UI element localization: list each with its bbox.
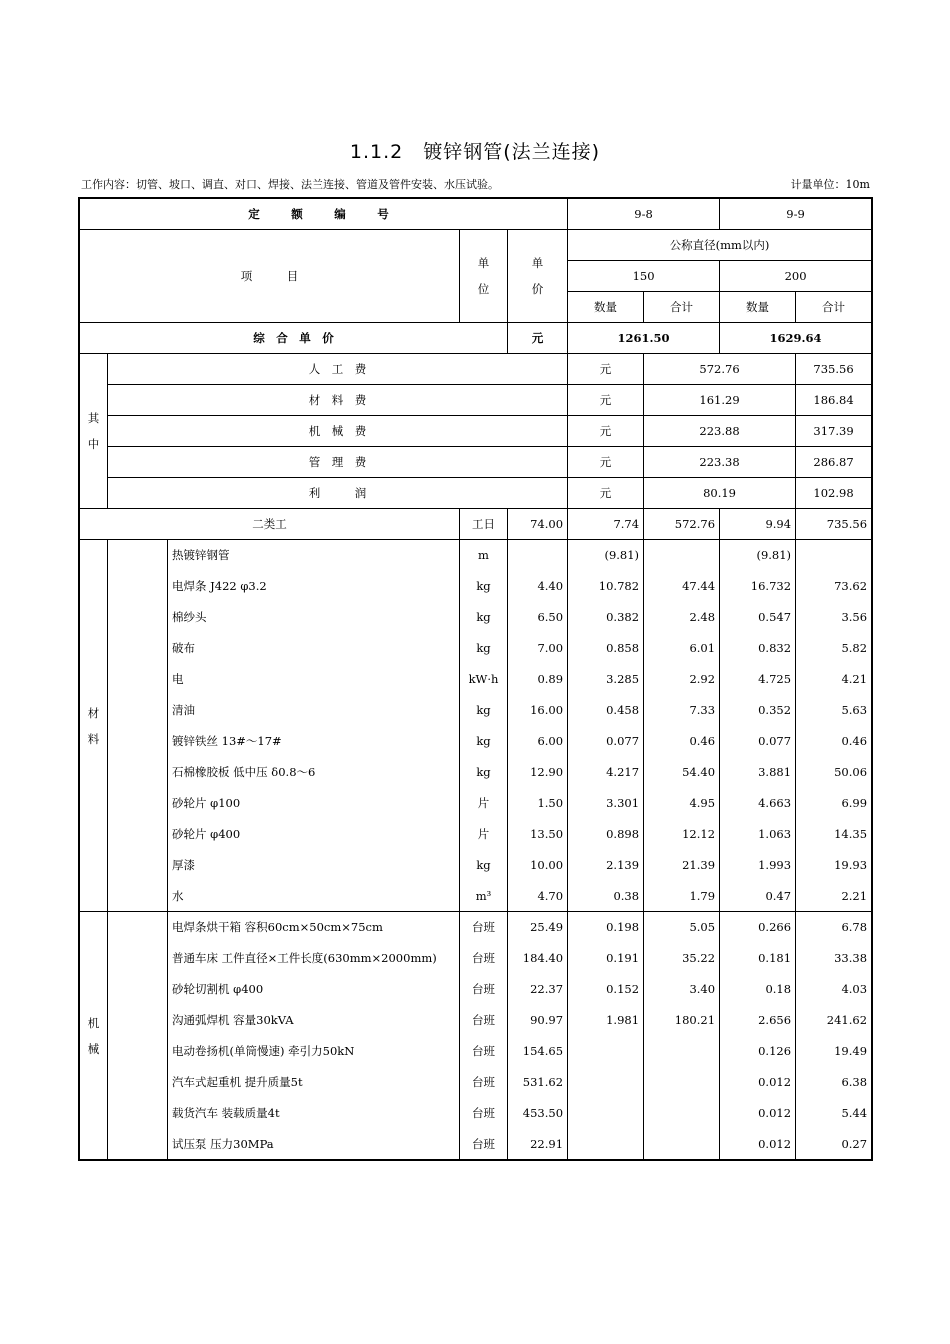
quota-label: 定 额 编 号: [80, 199, 568, 230]
cost-value-1: 80.19: [644, 478, 796, 509]
materials-name: 棉纱头: [168, 602, 460, 633]
qty-label: 数量: [568, 292, 644, 323]
materials-unit: kg: [460, 850, 508, 881]
cost-row: [80, 354, 872, 385]
machinery-row: [80, 1067, 872, 1098]
materials-name: 水: [168, 881, 460, 912]
materials-price: 4.70: [508, 881, 568, 912]
materials-sum-1: 0.46: [644, 726, 720, 757]
machinery-price: 22.91: [508, 1129, 568, 1160]
materials-price: 1.50: [508, 788, 568, 819]
machinery-unit: 台班: [460, 1036, 508, 1067]
price-label: 单价: [508, 230, 568, 323]
materials-sum-1: [644, 540, 720, 571]
materials-qty-2: 0.352: [720, 695, 796, 726]
header-row-1: [80, 230, 872, 261]
machinery-qty-2: 0.012: [720, 1129, 796, 1160]
materials-price: 6.50: [508, 602, 568, 633]
cost-name: 利 润: [108, 478, 568, 509]
machinery-sum-2: 6.38: [796, 1067, 872, 1098]
machinery-price: 453.50: [508, 1098, 568, 1129]
materials-unit: 片: [460, 788, 508, 819]
materials-price: 12.90: [508, 757, 568, 788]
materials-row: [80, 695, 872, 726]
machinery-qty-2: 0.126: [720, 1036, 796, 1067]
machinery-sum-2: 5.44: [796, 1098, 872, 1129]
machinery-name: 载货汽车 装载质量4t: [168, 1098, 460, 1129]
labor-qty-1: 7.74: [568, 509, 644, 540]
labor-sum-1: 572.76: [644, 509, 720, 540]
machinery-name: 汽车式起重机 提升质量5t: [168, 1067, 460, 1098]
machinery-row: [80, 974, 872, 1005]
machinery-qty-1: [568, 1129, 644, 1160]
machinery-price: 25.49: [508, 912, 568, 943]
cost-unit: 元: [568, 447, 644, 478]
materials-label: [80, 540, 108, 912]
machinery-price: 531.62: [508, 1067, 568, 1098]
labor-unit: 工日: [460, 509, 508, 540]
machinery-price: 90.97: [508, 1005, 568, 1036]
materials-sum-2: 2.21: [796, 881, 872, 912]
materials-qty-1: 0.458: [568, 695, 644, 726]
sum-label: 合计: [644, 292, 720, 323]
cost-name: 人 工 费: [108, 354, 568, 385]
materials-sum-2: 19.93: [796, 850, 872, 881]
cost-row: [80, 447, 872, 478]
machinery-spacer: [108, 912, 168, 1160]
item-label: 项 目: [80, 230, 460, 323]
materials-price: 13.50: [508, 819, 568, 850]
cost-unit: 元: [568, 416, 644, 447]
work-content: 工作内容：切管、坡口、调直、对口、焊接、法兰连接、管道及管件安装、水压试验。: [81, 178, 499, 191]
materials-price: 16.00: [508, 695, 568, 726]
machinery-sum-1: 180.21: [644, 1005, 720, 1036]
cost-value-2: 735.56: [796, 354, 872, 385]
machinery-qty-1: 0.191: [568, 943, 644, 974]
total-label: 综 合 单 价: [80, 323, 508, 354]
cost-unit: 元: [568, 385, 644, 416]
unit-label: 单位: [460, 230, 508, 323]
materials-name: 电焊条 J422 φ3.2: [168, 571, 460, 602]
machinery-sum-1: [644, 1098, 720, 1129]
machinery-price: 22.37: [508, 974, 568, 1005]
machinery-name: 试压泵 压力30MPa: [168, 1129, 460, 1160]
cost-value-2: 286.87: [796, 447, 872, 478]
qty-label: 数量: [720, 292, 796, 323]
quota-1: 9-8: [568, 199, 720, 230]
materials-sum-1: 21.39: [644, 850, 720, 881]
cost-value-2: 186.84: [796, 385, 872, 416]
machinery-unit: 台班: [460, 1098, 508, 1129]
materials-qty-2: 0.832: [720, 633, 796, 664]
machinery-sum-2: 241.62: [796, 1005, 872, 1036]
labor-price: 74.00: [508, 509, 568, 540]
machinery-sum-1: [644, 1036, 720, 1067]
materials-price: 10.00: [508, 850, 568, 881]
quota-row: [80, 199, 872, 230]
materials-name: 热镀锌钢管: [168, 540, 460, 571]
machinery-label-text: 机械: [87, 1015, 100, 1056]
cost-value-1: 223.88: [644, 416, 796, 447]
unit-note: 计量单位：10m: [790, 178, 870, 191]
materials-sum-1: 1.79: [644, 881, 720, 912]
materials-sum-1: 47.44: [644, 571, 720, 602]
machinery-sum-1: 5.05: [644, 912, 720, 943]
materials-qty-1: 10.782: [568, 571, 644, 602]
cost-value-1: 572.76: [644, 354, 796, 385]
materials-qty-1: 3.285: [568, 664, 644, 695]
materials-row: [80, 664, 872, 695]
materials-sum-2: 14.35: [796, 819, 872, 850]
materials-name: 砂轮片 φ100: [168, 788, 460, 819]
materials-unit: kg: [460, 571, 508, 602]
machinery-qty-1: 0.152: [568, 974, 644, 1005]
materials-qty-2: 1.993: [720, 850, 796, 881]
machinery-label: [80, 912, 108, 1160]
machinery-unit: 台班: [460, 943, 508, 974]
materials-price: 4.40: [508, 571, 568, 602]
machinery-unit: 台班: [460, 1129, 508, 1160]
materials-price: 6.00: [508, 726, 568, 757]
materials-row: [80, 633, 872, 664]
materials-name: 破布: [168, 633, 460, 664]
cost-name: 材 料 费: [108, 385, 568, 416]
total-2: 1629.64: [720, 323, 872, 354]
machinery-name: 砂轮切割机 φ400: [168, 974, 460, 1005]
materials-row: [80, 726, 872, 757]
total-unit: 元: [508, 323, 568, 354]
machinery-qty-2: 0.012: [720, 1067, 796, 1098]
materials-sum-2: 6.99: [796, 788, 872, 819]
machinery-sum-1: 35.22: [644, 943, 720, 974]
materials-name: 厚漆: [168, 850, 460, 881]
materials-unit: kg: [460, 602, 508, 633]
machinery-sum-1: [644, 1067, 720, 1098]
materials-row: [80, 602, 872, 633]
materials-qty-1: 4.217: [568, 757, 644, 788]
materials-qty-1: 0.898: [568, 819, 644, 850]
materials-qty-1: 0.382: [568, 602, 644, 633]
materials-name: 清油: [168, 695, 460, 726]
materials-qty-2: 16.732: [720, 571, 796, 602]
materials-sum-1: 7.33: [644, 695, 720, 726]
machinery-row: [80, 943, 872, 974]
cost-value-1: 223.38: [644, 447, 796, 478]
machinery-sum-2: 6.78: [796, 912, 872, 943]
machinery-unit: 台班: [460, 1005, 508, 1036]
cost-unit: 元: [568, 478, 644, 509]
materials-qty-2: 0.47: [720, 881, 796, 912]
materials-sum-2: 50.06: [796, 757, 872, 788]
qizhong-label: [80, 354, 108, 509]
materials-row: [80, 571, 872, 602]
materials-unit: kg: [460, 633, 508, 664]
materials-qty-2: 1.063: [720, 819, 796, 850]
machinery-qty-2: 2.656: [720, 1005, 796, 1036]
machinery-qty-1: [568, 1036, 644, 1067]
machinery-sum-2: 33.38: [796, 943, 872, 974]
materials-row: [80, 819, 872, 850]
machinery-row: [80, 1129, 872, 1160]
materials-sum-1: 6.01: [644, 633, 720, 664]
materials-unit: kW·h: [460, 664, 508, 695]
cost-value-2: 102.98: [796, 478, 872, 509]
machinery-unit: 台班: [460, 974, 508, 1005]
machinery-row: [80, 1098, 872, 1129]
machinery-qty-2: 0.181: [720, 943, 796, 974]
machinery-sum-1: 3.40: [644, 974, 720, 1005]
materials-qty-2: 0.077: [720, 726, 796, 757]
machinery-row: [80, 912, 872, 943]
labor-sum-2: 735.56: [796, 509, 872, 540]
materials-spacer: [108, 540, 168, 912]
cost-value-2: 317.39: [796, 416, 872, 447]
materials-label-text: 材料: [87, 705, 100, 746]
materials-sum-2: 0.46: [796, 726, 872, 757]
quota-2: 9-9: [720, 199, 872, 230]
materials-sum-2: 5.82: [796, 633, 872, 664]
machinery-sum-2: 19.49: [796, 1036, 872, 1067]
machinery-unit: 台班: [460, 912, 508, 943]
cost-row: [80, 385, 872, 416]
machinery-qty-2: 0.012: [720, 1098, 796, 1129]
materials-price: 7.00: [508, 633, 568, 664]
materials-row: [80, 788, 872, 819]
materials-name: 砂轮片 φ400: [168, 819, 460, 850]
quota-table: [79, 198, 872, 1160]
dia-1: 150: [568, 261, 720, 292]
materials-row: [80, 757, 872, 788]
machinery-sum-2: 4.03: [796, 974, 872, 1005]
materials-sum-1: 54.40: [644, 757, 720, 788]
machinery-price: 184.40: [508, 943, 568, 974]
materials-sum-1: 12.12: [644, 819, 720, 850]
materials-qty-2: 4.725: [720, 664, 796, 695]
cost-name: 机 械 费: [108, 416, 568, 447]
materials-sum-2: 4.21: [796, 664, 872, 695]
materials-qty-1: 2.139: [568, 850, 644, 881]
total-row: [80, 323, 872, 354]
cost-value-1: 161.29: [644, 385, 796, 416]
materials-name: 镀锌铁丝 13#～17#: [168, 726, 460, 757]
materials-qty-1: 3.301: [568, 788, 644, 819]
materials-unit: kg: [460, 726, 508, 757]
qizhong-text: 其中: [87, 411, 100, 451]
machinery-row: [80, 1005, 872, 1036]
machinery-qty-1: 1.981: [568, 1005, 644, 1036]
machinery-qty-1: [568, 1098, 644, 1129]
machinery-name: 电焊条烘干箱 容积60cm×50cm×75cm: [168, 912, 460, 943]
materials-qty-1: (9.81): [568, 540, 644, 571]
materials-unit: kg: [460, 695, 508, 726]
materials-row: [80, 881, 872, 912]
machinery-unit: 台班: [460, 1067, 508, 1098]
materials-unit: m: [460, 540, 508, 571]
cost-name: 管 理 费: [108, 447, 568, 478]
materials-sum-1: 2.92: [644, 664, 720, 695]
materials-qty-2: 3.881: [720, 757, 796, 788]
machinery-qty-2: 0.18: [720, 974, 796, 1005]
materials-unit: 片: [460, 819, 508, 850]
materials-price: 0.89: [508, 664, 568, 695]
labor-row: [80, 509, 872, 540]
materials-qty-2: (9.81): [720, 540, 796, 571]
materials-qty-1: 0.858: [568, 633, 644, 664]
cost-row: [80, 416, 872, 447]
materials-row: [80, 540, 872, 571]
materials-qty-1: 0.38: [568, 881, 644, 912]
cost-unit: 元: [568, 354, 644, 385]
materials-sum-2: 73.62: [796, 571, 872, 602]
total-1: 1261.50: [568, 323, 720, 354]
materials-qty-2: 0.547: [720, 602, 796, 633]
machinery-qty-2: 0.266: [720, 912, 796, 943]
materials-unit: m³: [460, 881, 508, 912]
materials-sum-1: 4.95: [644, 788, 720, 819]
sum-label: 合计: [796, 292, 872, 323]
machinery-name: 沟通弧焊机 容量30kVA: [168, 1005, 460, 1036]
materials-unit: kg: [460, 757, 508, 788]
machinery-qty-1: 0.198: [568, 912, 644, 943]
machinery-sum-1: [644, 1129, 720, 1160]
machinery-qty-1: [568, 1067, 644, 1098]
machinery-row: [80, 1036, 872, 1067]
diameter-label: 公称直径(mm以内): [568, 230, 872, 261]
labor-qty-2: 9.94: [720, 509, 796, 540]
materials-row: [80, 850, 872, 881]
labor-name: 二类工: [80, 509, 460, 540]
machinery-sum-2: 0.27: [796, 1129, 872, 1160]
materials-sum-1: 2.48: [644, 602, 720, 633]
materials-qty-1: 0.077: [568, 726, 644, 757]
materials-sum-2: [796, 540, 872, 571]
dia-2: 200: [720, 261, 872, 292]
machinery-price: 154.65: [508, 1036, 568, 1067]
materials-qty-2: 4.663: [720, 788, 796, 819]
cost-row: [80, 478, 872, 509]
materials-name: 石棉橡胶板 低中压 δ0.8～6: [168, 757, 460, 788]
page-title: 1.1.2 镀锌钢管(法兰连接): [349, 141, 601, 163]
materials-price: [508, 540, 568, 571]
materials-sum-2: 5.63: [796, 695, 872, 726]
machinery-name: 电动卷扬机(单筒慢速) 牵引力50kN: [168, 1036, 460, 1067]
materials-name: 电: [168, 664, 460, 695]
machinery-name: 普通车床 工件直径×工件长度(630mm×2000mm): [168, 943, 460, 974]
materials-sum-2: 3.56: [796, 602, 872, 633]
